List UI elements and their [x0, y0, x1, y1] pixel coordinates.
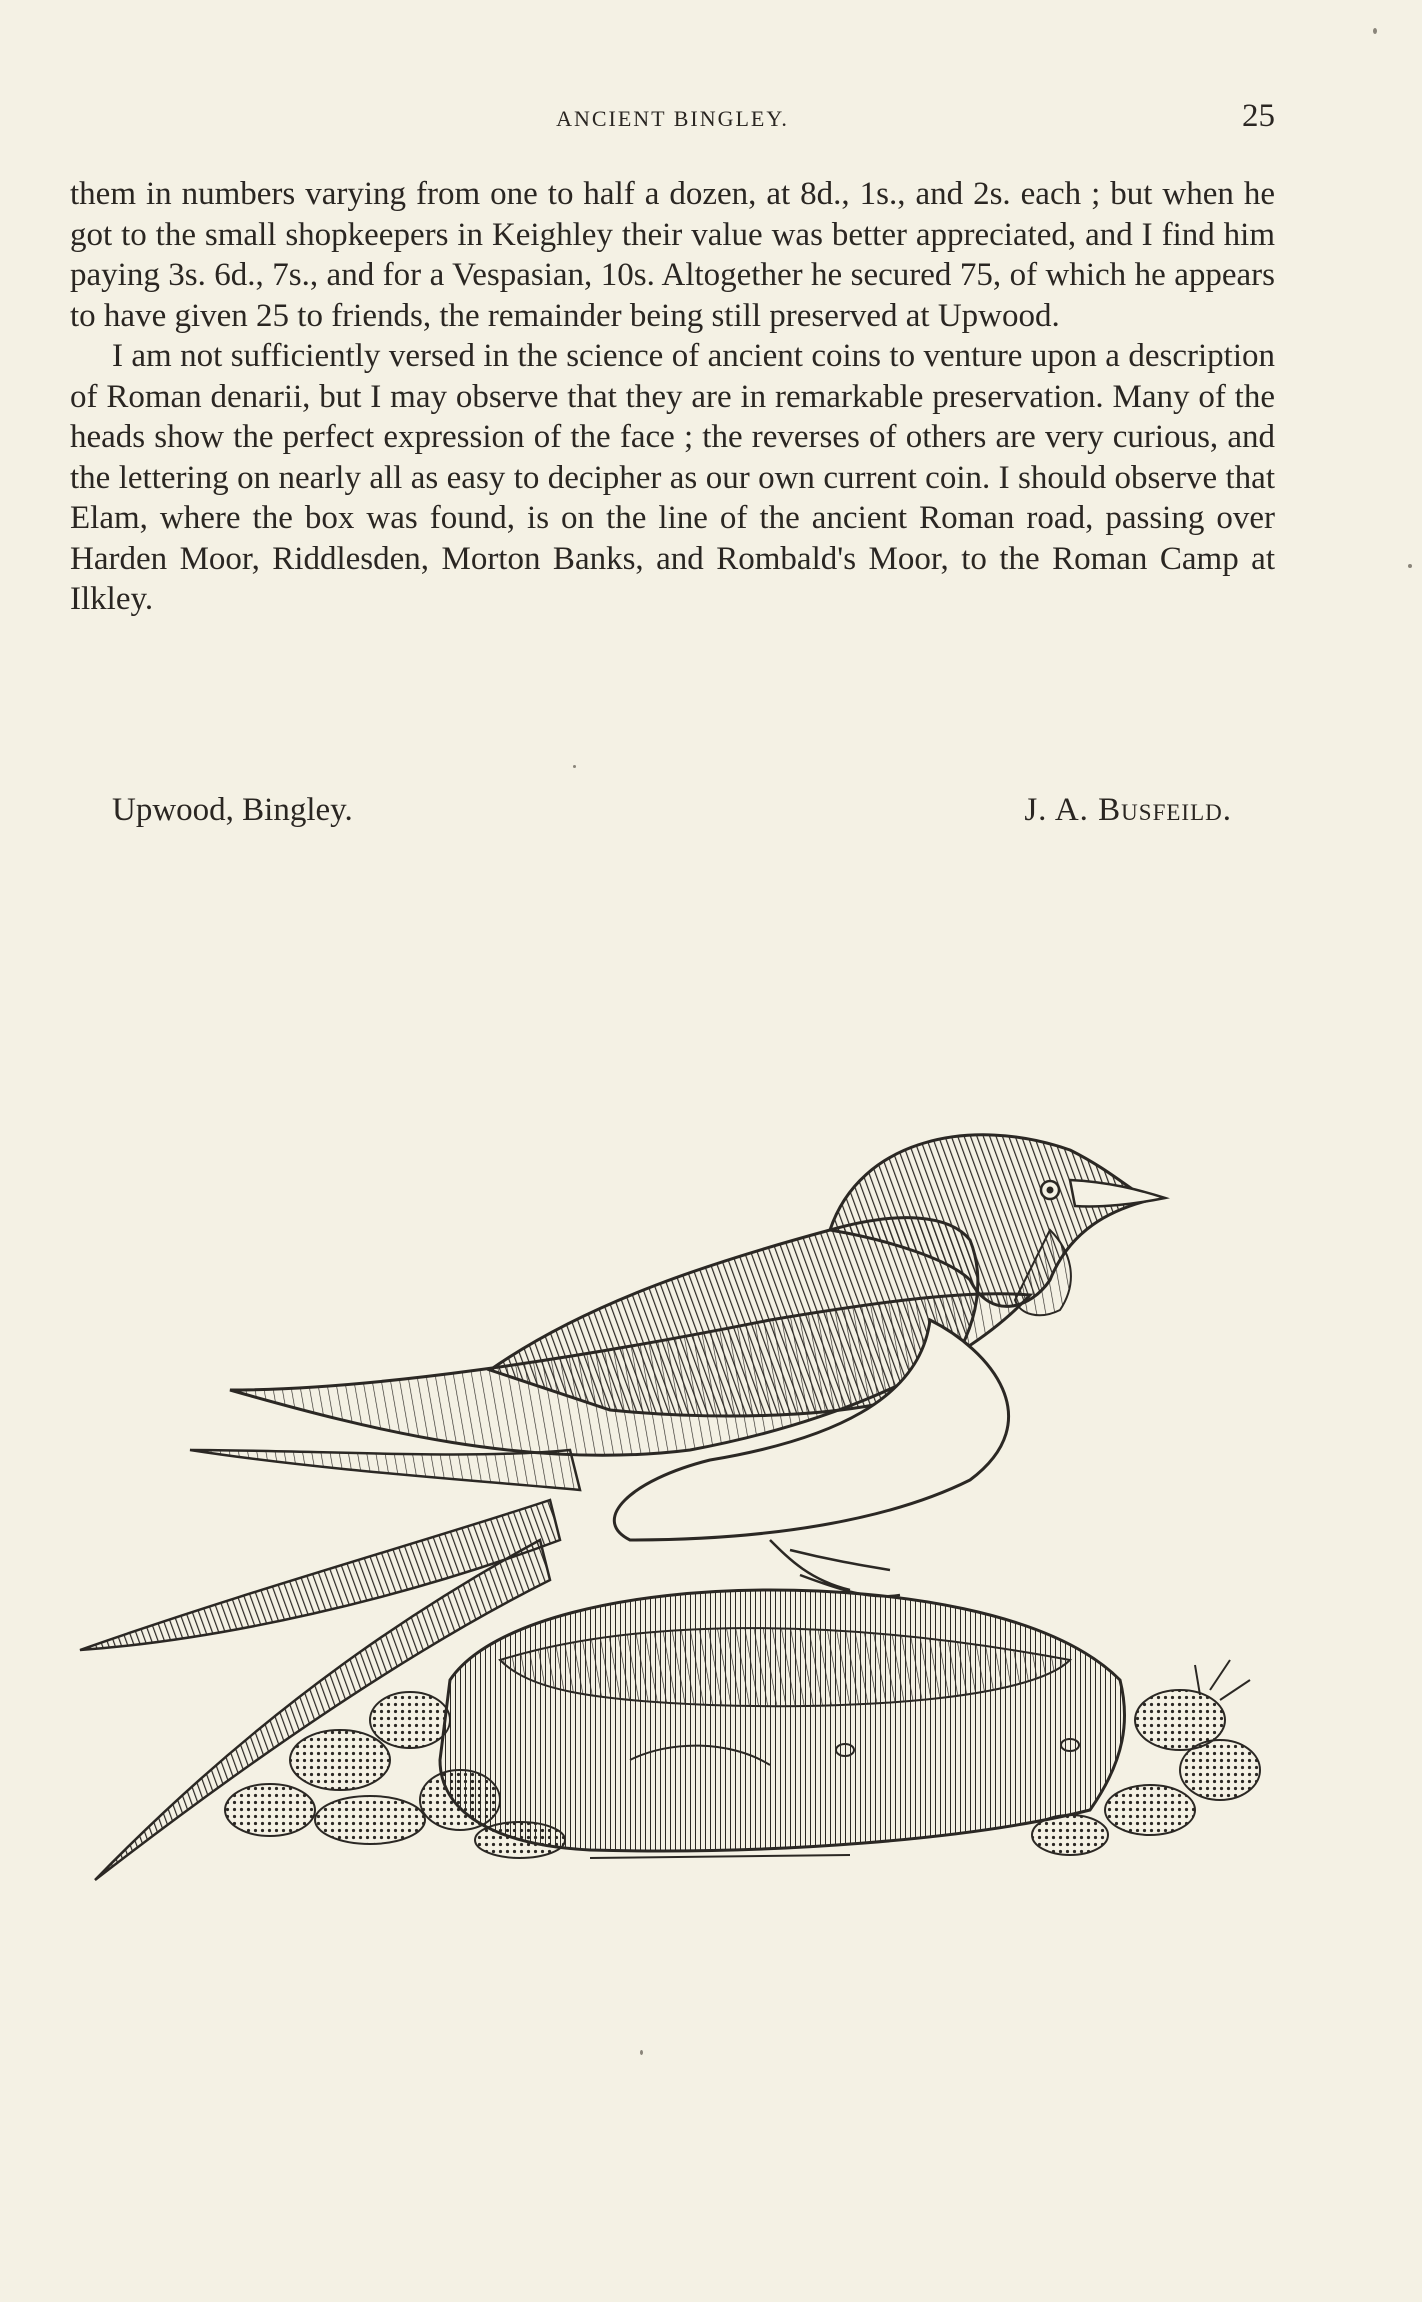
paragraph-continued: them in numbers varying from one to half a dozen, at 8d., 1s., and 2s. each ; but when he got to the small shopkeepers in Keighley their value was better appreciated, and I find him paying 3s. 6d., 7s., and for a Vespasian, 10s. Altogether he secured 75, of which he appears to have given 25 to friends, the remainder being still preserved at Upwood.: [70, 176, 1275, 334]
signature-author: [1024, 790, 1232, 830]
bird-feet: [770, 1540, 900, 1596]
signature-place: Upwood, Bingley.: [112, 792, 353, 828]
body-text: [70, 174, 1275, 620]
page-number: 25: [1242, 98, 1275, 134]
signature-initials: J. A.: [1024, 792, 1099, 828]
swallow-woodcut-illustration: [70, 1120, 1270, 1970]
running-title: ANCIENT BINGLEY.: [556, 106, 789, 131]
rock: [440, 1590, 1125, 1858]
signature-surname: Busfeild.: [1098, 792, 1232, 828]
paper-speck: [573, 765, 576, 768]
paragraph-coins: I am not sufficiently versed in the science of ancient coins to venture upon a description of Roman denarii, but I may observe that they are in remarkable preservation. Many of the heads show the perfect expression of the face ; the reverses of others are very curious, and the lettering on nearly all as easy to decipher as our own current coin. I should observe that Elam, where the box was found, is on the line of the ancient Roman road, passing over Harden Moor, Riddlesden, Morton Banks, and Rombald's Moor, to the Roman Camp at Ilkley.: [70, 338, 1275, 617]
paper-speck: [1373, 28, 1377, 34]
paper-speck: [1408, 564, 1412, 568]
paper-speck: [640, 2050, 643, 2055]
running-head: [70, 98, 1275, 138]
